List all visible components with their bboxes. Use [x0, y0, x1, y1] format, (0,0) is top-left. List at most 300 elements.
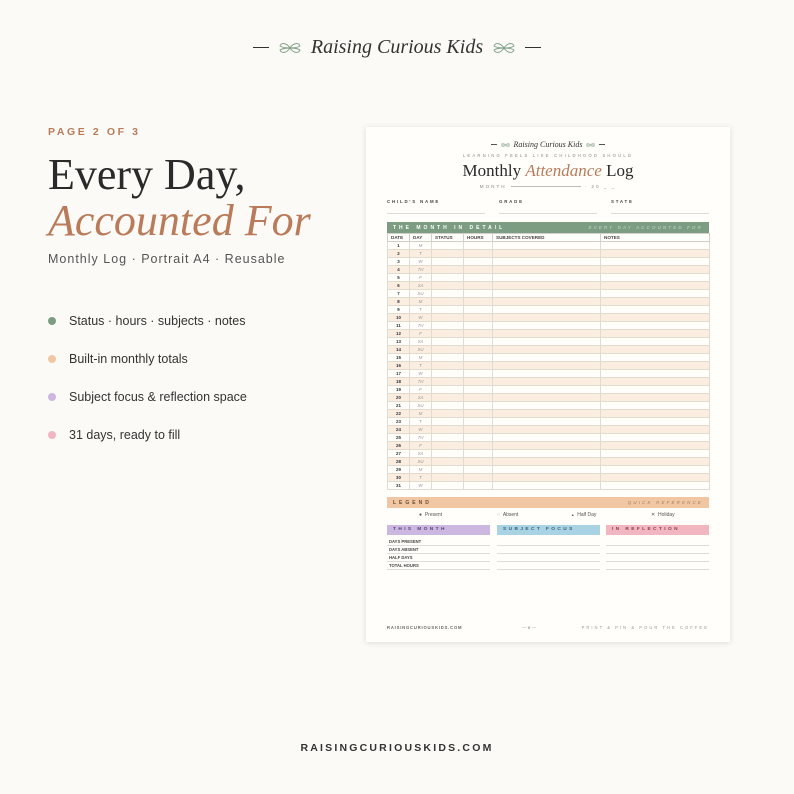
column-header: SUBJECTS COVERED	[493, 234, 601, 242]
table-row	[388, 458, 710, 466]
subjects-cell	[493, 418, 601, 426]
table-header-row	[388, 234, 710, 242]
table-row	[388, 330, 710, 338]
date-cell: 19	[388, 386, 410, 394]
date-cell: 5	[388, 274, 410, 282]
subjects-cell	[493, 354, 601, 362]
subjects-cell	[493, 290, 601, 298]
date-cell: 17	[388, 370, 410, 378]
notes-cell	[601, 394, 710, 402]
subjects-cell	[493, 258, 601, 266]
feature-text: Status · hours · subjects · notes	[69, 314, 246, 328]
holiday-x-icon: ✕	[651, 512, 656, 518]
status-cell	[432, 274, 464, 282]
day-cell: T	[410, 418, 432, 426]
date-cell: 13	[388, 338, 410, 346]
field-label: STATE	[611, 199, 634, 204]
hours-cell	[464, 282, 493, 290]
date-cell: 26	[388, 442, 410, 450]
legend-half-day	[571, 512, 596, 518]
date-cell: 8	[388, 298, 410, 306]
table-row	[388, 338, 710, 346]
subjects-cell	[493, 426, 601, 434]
divider	[525, 47, 541, 48]
document-preview	[366, 127, 730, 642]
subjects-cell	[493, 298, 601, 306]
date-cell: 22	[388, 410, 410, 418]
subjects-cell	[493, 442, 601, 450]
status-cell	[432, 282, 464, 290]
table-row	[388, 466, 710, 474]
table-row	[388, 482, 710, 490]
page-label: PAGE 2 OF 3	[48, 126, 141, 138]
notes-cell	[601, 242, 710, 250]
notes-cell	[601, 370, 710, 378]
subjects-cell	[493, 410, 601, 418]
status-cell	[432, 338, 464, 346]
write-line	[497, 562, 600, 570]
notes-cell	[601, 426, 710, 434]
leaf-ornament-icon	[493, 41, 515, 55]
hours-cell	[464, 322, 493, 330]
notes-cell	[601, 250, 710, 258]
hours-cell	[464, 474, 493, 482]
day-cell: SU	[410, 458, 432, 466]
feature-text: Subject focus & reflection space	[69, 390, 247, 404]
field-line	[611, 213, 709, 214]
day-cell: SA	[410, 338, 432, 346]
table-row	[388, 242, 710, 250]
date-cell: 31	[388, 482, 410, 490]
table-row	[388, 266, 710, 274]
notes-cell	[601, 466, 710, 474]
notes-cell	[601, 314, 710, 322]
date-cell: 18	[388, 378, 410, 386]
notes-cell	[601, 418, 710, 426]
table-row	[388, 450, 710, 458]
table-row	[388, 426, 710, 434]
doc-footer-note: PRINT & PIN & POUR THE COFFEE	[581, 625, 709, 630]
notes-cell	[601, 402, 710, 410]
feature-item	[48, 340, 348, 378]
subjects-cell	[493, 274, 601, 282]
date-cell: 30	[388, 474, 410, 482]
date-cell: 12	[388, 330, 410, 338]
status-cell	[432, 402, 464, 410]
notes-cell	[601, 266, 710, 274]
status-cell	[432, 466, 464, 474]
write-line	[606, 562, 709, 570]
feature-item	[48, 302, 348, 340]
hours-cell	[464, 338, 493, 346]
bullet-dot-icon	[48, 317, 56, 325]
date-cell: 11	[388, 322, 410, 330]
date-cell: 21	[388, 402, 410, 410]
notes-cell	[601, 282, 710, 290]
write-line	[606, 546, 709, 554]
hours-cell	[464, 362, 493, 370]
write-line	[606, 554, 709, 562]
notes-cell	[601, 378, 710, 386]
date-cell: 28	[388, 458, 410, 466]
legend-label: Holiday	[657, 512, 675, 518]
doc-title-accent: Attendance	[525, 161, 602, 180]
status-cell	[432, 442, 464, 450]
day-cell: W	[410, 314, 432, 322]
doc-footer-url: RAISINGCURIOUSKIDS.COM	[387, 625, 463, 630]
table-row	[388, 306, 710, 314]
day-cell: TH	[410, 322, 432, 330]
table-row	[388, 274, 710, 282]
date-cell: 4	[388, 266, 410, 274]
status-cell	[432, 354, 464, 362]
legend-label: Present	[424, 512, 443, 518]
status-cell	[432, 362, 464, 370]
day-cell: F	[410, 442, 432, 450]
hours-cell	[464, 298, 493, 306]
table-row	[388, 250, 710, 258]
subjects-cell	[493, 434, 601, 442]
day-cell: T	[410, 306, 432, 314]
status-cell	[432, 474, 464, 482]
write-line	[606, 538, 709, 546]
section-this-month: THIS MONTH	[387, 525, 490, 535]
subject-focus-lines	[497, 538, 600, 570]
subjects-cell	[493, 362, 601, 370]
field-grade	[499, 199, 524, 204]
day-cell: TH	[410, 434, 432, 442]
field-childs-name	[387, 199, 440, 204]
table-row	[388, 434, 710, 442]
column-header: DATE	[388, 234, 410, 242]
status-cell	[432, 450, 464, 458]
field-line	[499, 213, 597, 214]
notes-cell	[601, 474, 710, 482]
status-cell	[432, 306, 464, 314]
day-cell: SU	[410, 346, 432, 354]
site-url: RAISINGCURIOUSKIDS.COM	[300, 742, 494, 754]
bullet-dot-icon	[48, 393, 56, 401]
status-cell	[432, 482, 464, 490]
leaf-ornament-icon	[586, 142, 595, 148]
day-cell: F	[410, 330, 432, 338]
bullet-dot-icon	[48, 355, 56, 363]
subjects-cell	[493, 282, 601, 290]
subjects-cell	[493, 338, 601, 346]
headline-line-1: Every Day,	[48, 150, 246, 199]
column-header: HOURS	[464, 234, 493, 242]
hours-cell	[464, 346, 493, 354]
table-row	[388, 282, 710, 290]
banner-subtitle: QUICK REFERENCE	[627, 500, 703, 505]
brand-header	[0, 36, 794, 59]
status-cell	[432, 346, 464, 354]
status-cell	[432, 410, 464, 418]
leaf-ornament-icon	[279, 41, 301, 55]
field-state	[611, 199, 634, 204]
hours-cell	[464, 274, 493, 282]
date-cell: 16	[388, 362, 410, 370]
table-row	[388, 354, 710, 362]
table-row	[388, 290, 710, 298]
subjects-cell	[493, 450, 601, 458]
legend-present	[419, 512, 442, 518]
stat-total-hours: TOTAL HOURS	[387, 562, 490, 570]
write-line	[497, 554, 600, 562]
notes-cell	[601, 338, 710, 346]
date-cell: 27	[388, 450, 410, 458]
product-info	[48, 126, 348, 454]
date-cell: 20	[388, 394, 410, 402]
hours-cell	[464, 458, 493, 466]
day-cell: T	[410, 362, 432, 370]
hours-cell	[464, 434, 493, 442]
notes-cell	[601, 346, 710, 354]
status-cell	[432, 258, 464, 266]
status-cell	[432, 418, 464, 426]
status-cell	[432, 434, 464, 442]
feature-item	[48, 378, 348, 416]
day-cell: W	[410, 482, 432, 490]
column-header: STATUS	[432, 234, 464, 242]
date-cell: 23	[388, 418, 410, 426]
day-cell: W	[410, 426, 432, 434]
table-row	[388, 370, 710, 378]
status-cell	[432, 322, 464, 330]
notes-cell	[601, 306, 710, 314]
table-row	[388, 402, 710, 410]
day-cell: M	[410, 410, 432, 418]
date-cell: 29	[388, 466, 410, 474]
column-header: NOTES	[601, 234, 710, 242]
leaf-ornament-icon	[501, 142, 510, 148]
table-row	[388, 298, 710, 306]
half-day-triangle-icon: ▲	[571, 513, 575, 517]
date-cell: 14	[388, 346, 410, 354]
monthly-totals	[387, 538, 490, 570]
subjects-cell	[493, 314, 601, 322]
date-cell: 7	[388, 290, 410, 298]
hours-cell	[464, 418, 493, 426]
hours-cell	[464, 266, 493, 274]
notes-cell	[601, 458, 710, 466]
table-row	[388, 362, 710, 370]
headline-line-2: Accounted For	[48, 196, 311, 245]
hours-cell	[464, 466, 493, 474]
notes-cell	[601, 258, 710, 266]
month-label: MONTH	[479, 184, 507, 189]
day-cell: F	[410, 386, 432, 394]
brand-name: Raising Curious Kids	[310, 36, 484, 58]
doc-brand-name: Raising Curious Kids	[513, 140, 583, 149]
status-cell	[432, 394, 464, 402]
notes-cell	[601, 386, 710, 394]
hours-cell	[464, 426, 493, 434]
stat-half-days: HALF DAYS	[387, 554, 490, 562]
subjects-cell	[493, 330, 601, 338]
subjects-cell	[493, 474, 601, 482]
day-cell: W	[410, 370, 432, 378]
field-line	[387, 213, 485, 214]
subjects-cell	[493, 306, 601, 314]
day-cell: SU	[410, 402, 432, 410]
day-cell: SA	[410, 394, 432, 402]
date-cell: 24	[388, 426, 410, 434]
date-cell: 25	[388, 434, 410, 442]
day-cell: SU	[410, 290, 432, 298]
notes-cell	[601, 322, 710, 330]
detail-banner	[387, 222, 709, 233]
subjects-cell	[493, 250, 601, 258]
day-cell: SA	[410, 450, 432, 458]
date-cell: 9	[388, 306, 410, 314]
notes-cell	[601, 298, 710, 306]
stat-days-absent: DAYS ABSENT	[387, 546, 490, 554]
date-cell: 3	[388, 258, 410, 266]
bullet-dot-icon	[48, 431, 56, 439]
notes-cell	[601, 410, 710, 418]
subjects-cell	[493, 242, 601, 250]
divider	[253, 47, 269, 48]
absent-circle-icon: ○	[497, 512, 501, 518]
table-row	[388, 442, 710, 450]
subjects-cell	[493, 458, 601, 466]
date-cell: 15	[388, 354, 410, 362]
banner-subtitle: EVERY DAY ACCOUNTED FOR	[588, 225, 703, 230]
write-line	[497, 546, 600, 554]
table-row	[388, 474, 710, 482]
hours-cell	[464, 370, 493, 378]
hours-cell	[464, 386, 493, 394]
subjects-cell	[493, 370, 601, 378]
day-cell: M	[410, 354, 432, 362]
status-cell	[432, 378, 464, 386]
doc-title	[366, 161, 730, 181]
legend-holiday	[651, 512, 675, 518]
subjects-cell	[493, 386, 601, 394]
banner-title: LEGEND	[393, 499, 432, 506]
subjects-cell	[493, 322, 601, 330]
doc-tagline: LEARNING FEELS LIKE CHILDHOOD SHOULD	[462, 153, 634, 158]
hours-cell	[464, 330, 493, 338]
subjects-cell	[493, 346, 601, 354]
reflection-lines	[606, 538, 709, 570]
status-cell	[432, 370, 464, 378]
notes-cell	[601, 290, 710, 298]
notes-cell	[601, 330, 710, 338]
subjects-cell	[493, 482, 601, 490]
status-cell	[432, 266, 464, 274]
hours-cell	[464, 378, 493, 386]
present-dot-icon: ●	[419, 512, 423, 518]
table-row	[388, 386, 710, 394]
section-in-reflection: IN REFLECTION	[606, 525, 709, 535]
status-cell	[432, 426, 464, 434]
divider	[491, 144, 497, 145]
day-cell: M	[410, 242, 432, 250]
hours-cell	[464, 450, 493, 458]
year-label: · 20 _ _	[584, 184, 617, 189]
field-label: GRADE	[499, 199, 524, 204]
notes-cell	[601, 434, 710, 442]
legend-label: Half Day	[577, 512, 597, 518]
legend-label: Absent	[502, 512, 519, 518]
feature-text: Built-in monthly totals	[69, 352, 188, 366]
day-cell: F	[410, 274, 432, 282]
banner-title: THE MONTH IN DETAIL	[393, 224, 506, 231]
doc-title-part: Monthly	[462, 161, 522, 180]
hours-cell	[464, 442, 493, 450]
status-cell	[432, 290, 464, 298]
status-cell	[432, 314, 464, 322]
day-cell: M	[410, 298, 432, 306]
date-cell: 1	[388, 242, 410, 250]
status-cell	[432, 242, 464, 250]
hours-cell	[464, 354, 493, 362]
hours-cell	[464, 394, 493, 402]
table-row	[388, 410, 710, 418]
table-row	[388, 346, 710, 354]
notes-cell	[601, 354, 710, 362]
subjects-cell	[493, 394, 601, 402]
legend-banner	[387, 497, 709, 508]
day-cell: M	[410, 466, 432, 474]
day-cell: TH	[410, 378, 432, 386]
day-cell: T	[410, 474, 432, 482]
notes-cell	[601, 362, 710, 370]
legend-absent	[497, 512, 518, 518]
table-row	[388, 418, 710, 426]
leaf-ornament-icon: — ❦ —	[522, 625, 537, 630]
date-cell: 10	[388, 314, 410, 322]
subjects-cell	[493, 402, 601, 410]
date-cell: 2	[388, 250, 410, 258]
product-subline: Monthly Log · Portrait A4 · Reusable	[48, 252, 286, 266]
subjects-cell	[493, 378, 601, 386]
divider	[599, 144, 605, 145]
hours-cell	[464, 402, 493, 410]
table-row	[388, 314, 710, 322]
status-cell	[432, 250, 464, 258]
hours-cell	[464, 250, 493, 258]
day-cell: W	[410, 258, 432, 266]
notes-cell	[601, 442, 710, 450]
doc-brand	[366, 140, 730, 149]
attendance-table	[387, 233, 710, 490]
status-cell	[432, 458, 464, 466]
table-row	[388, 322, 710, 330]
hours-cell	[464, 410, 493, 418]
table-row	[388, 378, 710, 386]
table-row	[388, 394, 710, 402]
hours-cell	[464, 258, 493, 266]
hours-cell	[464, 290, 493, 298]
status-cell	[432, 386, 464, 394]
hours-cell	[464, 482, 493, 490]
day-cell: SA	[410, 282, 432, 290]
subjects-cell	[493, 266, 601, 274]
status-cell	[432, 330, 464, 338]
notes-cell	[601, 450, 710, 458]
hours-cell	[464, 242, 493, 250]
doc-title-part: Log	[606, 161, 634, 180]
day-cell: TH	[410, 266, 432, 274]
stat-days-present: DAYS PRESENT	[387, 538, 490, 546]
field-label: CHILD'S NAME	[387, 199, 441, 204]
month-line	[366, 184, 730, 189]
feature-item	[48, 416, 348, 454]
month-blank	[511, 186, 581, 187]
